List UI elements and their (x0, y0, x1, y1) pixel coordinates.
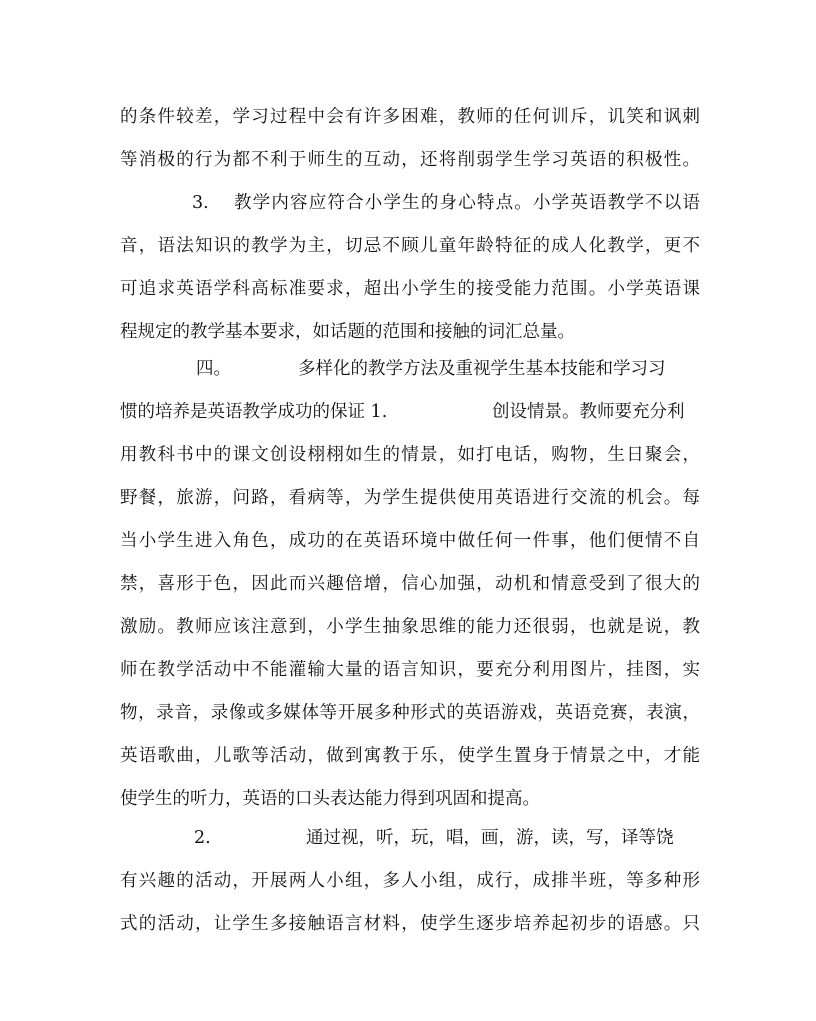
text-line: 等消极的行为都不利于师生的互动，还将削弱学生学习英语的积极性。 (120, 150, 700, 170)
text-line: 的条件较差，学习过程中会有许多困难，教师的任何训斥，讥笑和讽刺 (120, 107, 700, 127)
text-line: 式的活动，让学生多接触语言材料，使学生逐步培养起初步的语感。只 (120, 914, 700, 934)
text-line: 禁，喜形于色，因此而兴趣倍增，信心加强，动机和情意受到了很大的 (120, 574, 700, 594)
paragraph-text: 创设情景。教师要充分利 (492, 402, 685, 422)
text-line: 野餐，旅游，问路，看病等，为学生提供使用英语进行交流的机会。每 (120, 488, 700, 508)
paragraph-text: 惯的培养是英语教学成功的保证 1. (120, 402, 388, 422)
list-number: 3. (192, 193, 209, 213)
text-line (120, 825, 700, 851)
text-line: 英语歌曲，儿歌等活动，做到寓教于乐，使学生置身于情景之中，才能 (120, 746, 700, 766)
list-number: 2. (194, 828, 211, 848)
text-line: 使学生的听力，英语的口头表达能力得到巩固和提高。 (120, 789, 540, 809)
heading-line (120, 356, 700, 382)
text-line: 当小学生进入角色，成功的在英语环境中做任何一件事，他们便情不自 (120, 531, 700, 551)
text-line: 物，录音，录像或多媒体等开展多种形式的英语游戏，英语竞赛，表演， (120, 703, 700, 723)
text-line: 有兴趣的活动，开展两人小组，多人小组，成行，成排半班，等多种形 (120, 871, 700, 891)
text-line: 音，语法知识的教学为主，切忌不顾儿童年龄特征的成人化教学，更不 (120, 236, 700, 256)
text-line: 激励。教师应该注意到，小学生抽象思维的能力还很弱，也就是说，教 (120, 617, 700, 637)
text-line: 用教科书中的课文创设栩栩如生的情景，如打电话，购物，生日聚会， (120, 445, 700, 465)
text-line: 师在教学活动中不能灌输大量的语言知识，要充分利用图片，挂图，实 (120, 660, 700, 680)
section-number: 四。 (196, 359, 231, 379)
text-line (120, 399, 700, 425)
section-heading: 多样化的教学方法及重视学生基本技能和学习习 (298, 359, 666, 379)
text-line (182, 190, 700, 216)
text-line: 程规定的教学基本要求，如话题的范围和接触的词汇总量。 (120, 322, 575, 342)
paragraph-text: 教学内容应符合小学生的身心特点。小学英语教学不以语 (234, 193, 700, 213)
text-line: 可追求英语学科高标准要求，超出小学生的接受能力范围。小学英语课 (120, 279, 700, 299)
paragraph-text: 通过视，听，玩，唱，画，游，读，写，译等饶 (306, 828, 674, 848)
